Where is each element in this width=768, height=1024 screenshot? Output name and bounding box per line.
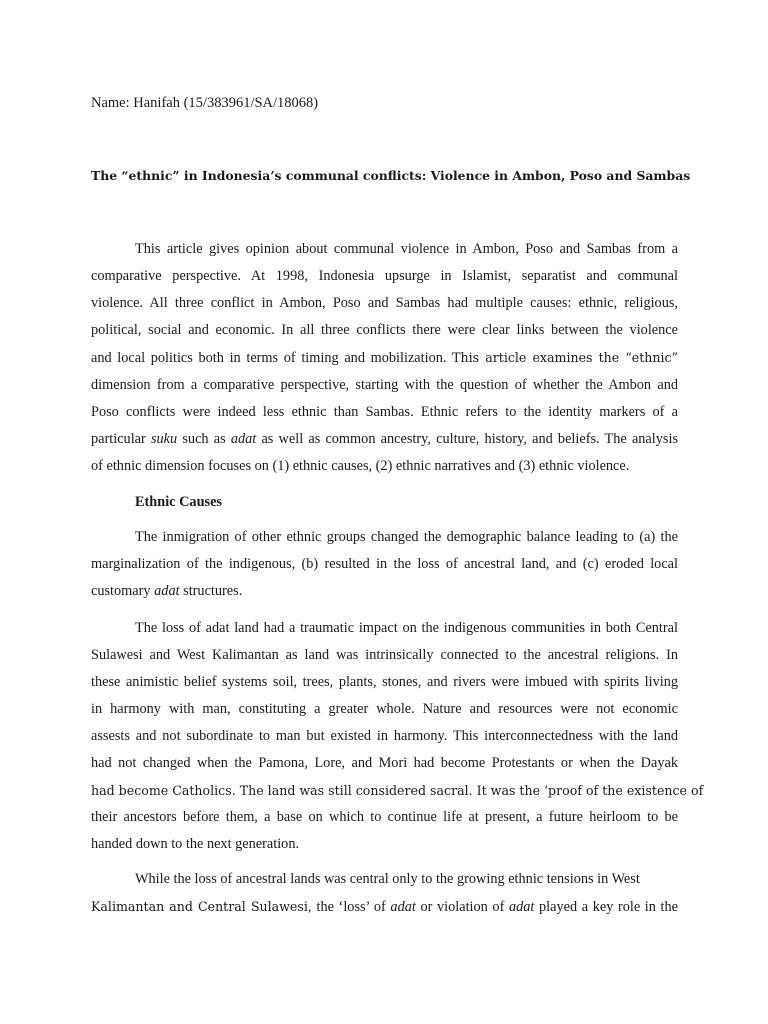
text-segment: such as xyxy=(177,431,231,447)
text-segment: played a key role in the xyxy=(534,899,679,915)
paragraph-line: in harmony with man, constituting a greater whole. Nature and resources were not economic xyxy=(91,701,678,717)
paragraph-line: The loss of adat land had a traumatic impact on the indigenous communities in both Central xyxy=(135,620,678,636)
paragraph-line: marginalization of the indigenous, (b) resulted in the loss of ancestral land, and (c) eroded local xyxy=(91,556,678,572)
paragraph-line: assests and not subordinate to man but existed in harmony. This interconnectedness with the land xyxy=(91,728,678,744)
paragraph-line: handed down to the next generation. xyxy=(91,836,300,852)
text-segment: customary xyxy=(91,583,155,599)
section-heading: Ethnic Causes xyxy=(135,494,222,510)
paragraph-line: Sulawesi and West Kalimantan as land was intrinsically connected to the ancestral religions. In xyxy=(91,647,678,663)
paragraph-line: had become Catholics. The land was still considered sacral. It was the ‘proof of the existence of xyxy=(91,783,704,798)
paragraph-line: violence. All three conflict in Ambon, Poso and Sambas had multiple causes: ethnic, religious, xyxy=(91,295,678,311)
paragraph-line: While the loss of ancestral lands was central only to the growing ethnic tensions in West xyxy=(135,871,640,887)
paragraph-line xyxy=(91,893,678,921)
italic-term: adat xyxy=(154,583,180,599)
paragraph-line: This article gives opinion about communal violence in Ambon, Poso and Sambas from a xyxy=(135,241,678,257)
italic-term: suku xyxy=(150,431,178,447)
paragraph-intro xyxy=(91,236,678,480)
paragraph-line: Poso conflicts were indeed less ethnic than Sambas. Ethnic refers to the identity markers of a xyxy=(91,404,678,420)
paragraph-line xyxy=(91,578,678,605)
paragraph-line: their ancestors before them, a base on which to continue life at present, a future heirloom to be xyxy=(91,809,678,825)
text-segment: Kalimantan and Central Sulawesi, xyxy=(91,899,312,914)
text-segment: as well as common ancestry, culture, history, and beliefs. The analysis xyxy=(256,431,679,447)
paragraph-line: comparative perspective. At 1998, Indonesia upsurge in Islamist, separatist and communal xyxy=(91,268,678,284)
paragraph-causes xyxy=(91,524,678,605)
author-name-line: Name: Hanifah (15/383961/SA/18068) xyxy=(91,95,319,111)
text-segment: particular xyxy=(91,431,151,447)
paragraph-land-loss xyxy=(91,615,704,858)
paragraph-line xyxy=(91,344,678,372)
paragraph-line: these animistic belief systems soil, trees, plants, stones, and rivers were imbued with spirits living xyxy=(91,674,678,690)
italic-term: adat xyxy=(230,431,257,447)
paragraph-line: had not changed when the Pamona, Lore, and Mori had become Protestants or when the Dayak xyxy=(91,755,678,771)
text-segment: structures. xyxy=(179,583,243,599)
text-segment: or violation of xyxy=(415,899,509,915)
document-title: The “ethnic” in Indonesia’s communal conflicts: Violence in Ambon, Poso and Sambas xyxy=(91,168,691,183)
text-segment: and local politics both in terms of timing and mobilization. xyxy=(91,350,447,366)
paragraph-adat-violation xyxy=(91,866,678,921)
text-segment: the ‘loss’ of xyxy=(311,899,391,915)
italic-term: adat xyxy=(508,899,535,915)
paragraph-line: of ethnic dimension focuses on (1) ethnic causes, (2) ethnic narratives and (3) ethnic violence. xyxy=(91,458,630,474)
paragraph-line xyxy=(91,426,678,453)
italic-term: adat xyxy=(390,899,416,915)
text-segment: This article examines the “ethnic” xyxy=(452,350,679,365)
paragraph-line: dimension from a comparative perspective, starting with the question of whether the Ambon and xyxy=(91,377,678,393)
paragraph-line: political, social and economic. In all three conflicts there were clear links between the violence xyxy=(91,322,678,338)
paragraph-line: The inmigration of other ethnic groups changed the demographic balance leading to (a) the xyxy=(135,529,678,545)
